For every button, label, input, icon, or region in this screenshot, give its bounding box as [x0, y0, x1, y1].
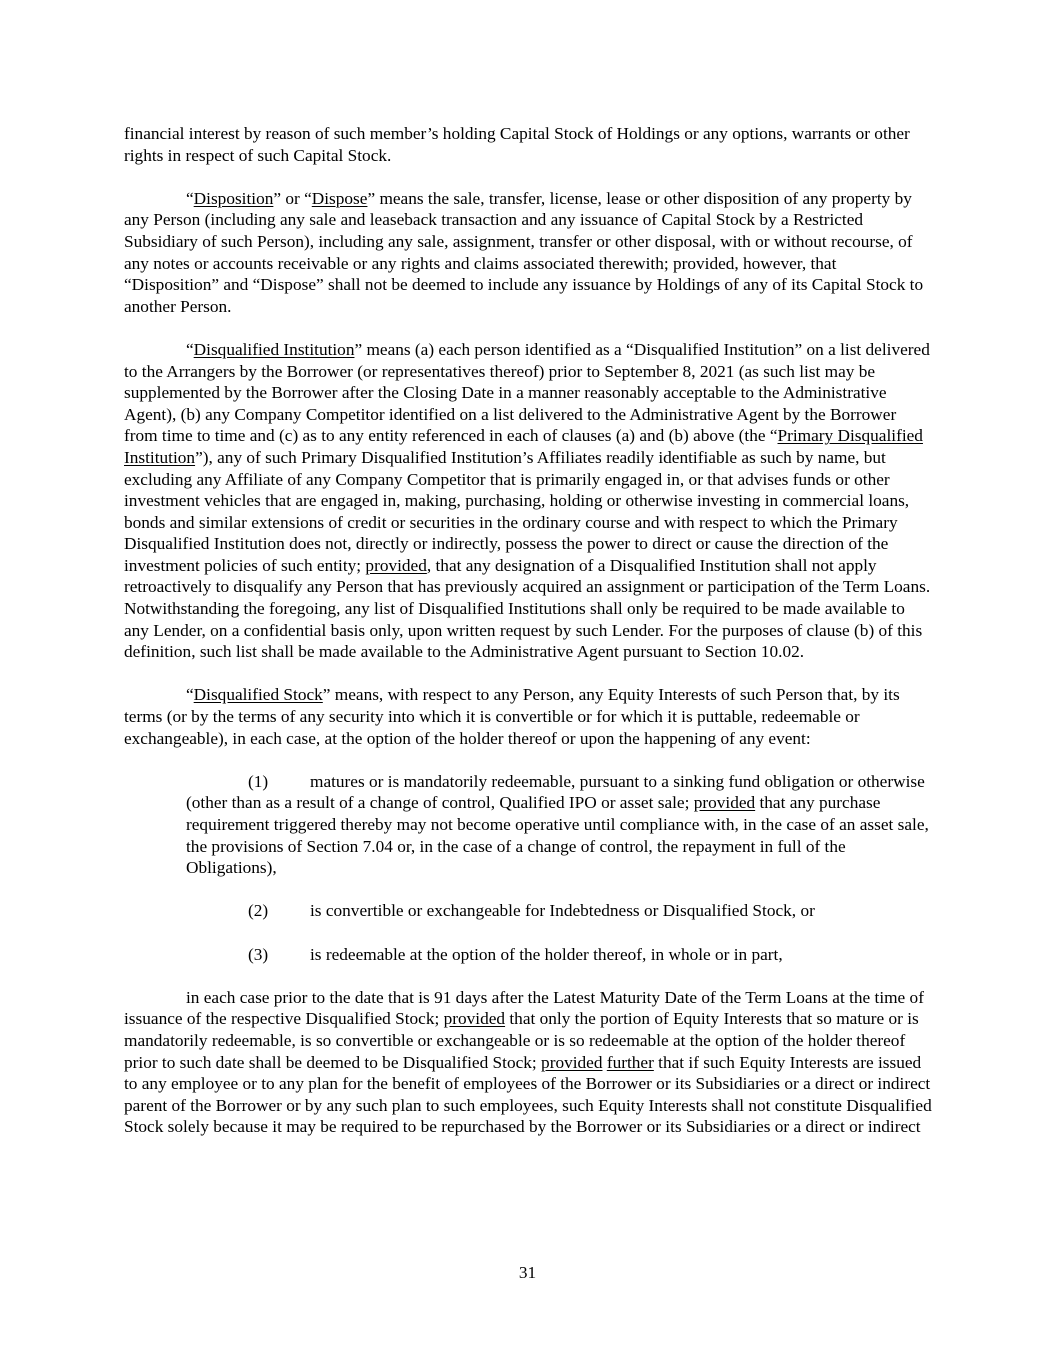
- provided-term: provided: [443, 1009, 506, 1029]
- final-text: in each case prior to the date that is 91 days after the Latest Maturity Date of the Term Loans at the time of issuance of the respective Disqualified Stock;: [124, 987, 924, 1029]
- provided-term: provided: [693, 793, 756, 813]
- clause-number: (3): [248, 944, 269, 964]
- clause-text: is redeemable at the option of the holder thereof, in whole or in part,: [310, 944, 783, 964]
- page-number: 31: [518, 1263, 537, 1282]
- quote-open: “: [186, 339, 194, 359]
- quote-joiner: ” or “: [273, 188, 312, 208]
- final-text: that if such Equity Interests are issued to any employee or to any plan for the benefit of employees of the Borrower or its Subsidiaries or a direct or indirect parent of the Borrower or by any such plan to such employees, such Equity Interests shall not constitute Disqualified Stock solely because it may be required to be repurchased by the Borrower or its Subsidiaries or a direct or indirect: [124, 1052, 932, 1137]
- continuation-text: financial interest by reason of such member’s holding Capital Stock of Holdings or any options, warrants or other rights in respect of such Capital Stock.: [124, 124, 910, 165]
- further-term: further: [606, 1052, 654, 1072]
- provided-term: provided: [541, 1052, 603, 1072]
- clause-3: [248, 944, 932, 966]
- defined-term-disposition: Disposition: [193, 188, 274, 208]
- definition-text: , that any designation of a Disqualified Institution shall not apply retroactively to disqualify any Person that has previously acquired an assignment or participation of the Term Loans. Notwithstanding the foregoing, any list of Disqualified Institutions shall only be required to be made available to any Lender, on a confidential basis only, upon written request by such Lender. For the purposes of clause (b) of this definition, such list shall be made available to the Administrative Agent pursuant to Section 10.02.: [124, 555, 931, 662]
- definition-text: ” means the sale, transfer, license, lease or other disposition of any property by any Person (including any sale and leaseback transaction and any issuance of Capital Stock by a Restricted Subsidiary of such Person), including any sale, assignment, transfer or other disposal, with or without recourse, of any notes or accounts receivable or any rights and claims associated therewith; provided, however, that “Disposition” and “Dispose” shall not be deemed to include any issuance by Holdings of any of its Capital Stock to another Person.: [124, 188, 924, 316]
- document-body: [124, 123, 932, 1138]
- clause-text: matures or is mandatorily redeemable, pursuant to a sinking fund obligation or otherwise (other than as a result of a change of control, Qualified IPO or asset sale;: [186, 771, 925, 813]
- quote-open: “: [186, 188, 194, 208]
- paragraph-final: [124, 987, 932, 1138]
- clause-number: (2): [248, 901, 269, 921]
- clause-1: [186, 771, 932, 879]
- quote-open: “: [186, 685, 194, 705]
- defined-term-disqualified-institution: Disqualified Institution: [193, 339, 355, 359]
- clause-number: (1): [248, 771, 269, 791]
- definition-disqualified-institution: [124, 339, 932, 663]
- provided-term: provided: [365, 555, 427, 575]
- defined-term-primary-disqualified-institution: Primary Disqualified Institution: [124, 426, 923, 467]
- definition-text: ” means, with respect to any Person, any Equity Interests of such Person that, by its terms (or by the terms of any security into which it is convertible or for which it is puttable, redeemable or exchangeable), in each case, at the option of the holder thereof or upon the happening of any event:: [124, 685, 900, 748]
- final-text: that only the portion of Equity Interests that so mature or is mandatorily redeemable, is so convertible or exchangeable or is so redeemable at the option of the holder thereof prior to such date shall be deemed to be Disqualified Stock;: [124, 1009, 919, 1072]
- paragraph-continuation: [124, 123, 932, 166]
- definition-text: ” means (a) each person identified as a “Disqualified Institution” on a list delivered to the Arrangers by the Borrower (or representatives thereof) prior to September 8, 2021 (as such list may be supplemented by the Borrower after the Closing Date in a manner reasonably acceptable to the Administrative Agent), (b) any Company Competitor identified on a list delivered to the Administrative Agent by the Borrower from time to time and (c) as to any entity referenced in each of clauses (a) and (b) above (the “: [124, 339, 930, 446]
- definition-disposition: [124, 188, 932, 318]
- clause-text: is convertible or exchangeable for Indebtedness or Disqualified Stock, or: [310, 901, 815, 921]
- clause-text: that any purchase requirement triggered thereby may not become operative until compliance with, in the case of an asset sale, the provisions of Section 7.04 or, in the case of a change of control, the repayment in full of the Obligations),: [186, 793, 929, 878]
- defined-term-disqualified-stock: Disqualified Stock: [193, 685, 323, 705]
- defined-term-dispose: Dispose: [311, 188, 368, 208]
- definition-disqualified-stock: [124, 684, 932, 749]
- clause-2: [248, 900, 932, 922]
- definition-text: ”), any of such Primary Disqualified Institution’s Affiliates readily identifiable as such by name, but excluding any Affiliate of any Company Competitor that is primarily engaged in, or that advises funds or other investment vehicles that are engaged in, making, purchasing, holding or otherwise investing in commercial loans, bonds and similar extensions of credit or securities in the ordinary course and with respect to which the Primary Disqualified Institution does not, directly or indirectly, possess the power to direct or cause the direction of the investment policies of such entity;: [124, 447, 910, 575]
